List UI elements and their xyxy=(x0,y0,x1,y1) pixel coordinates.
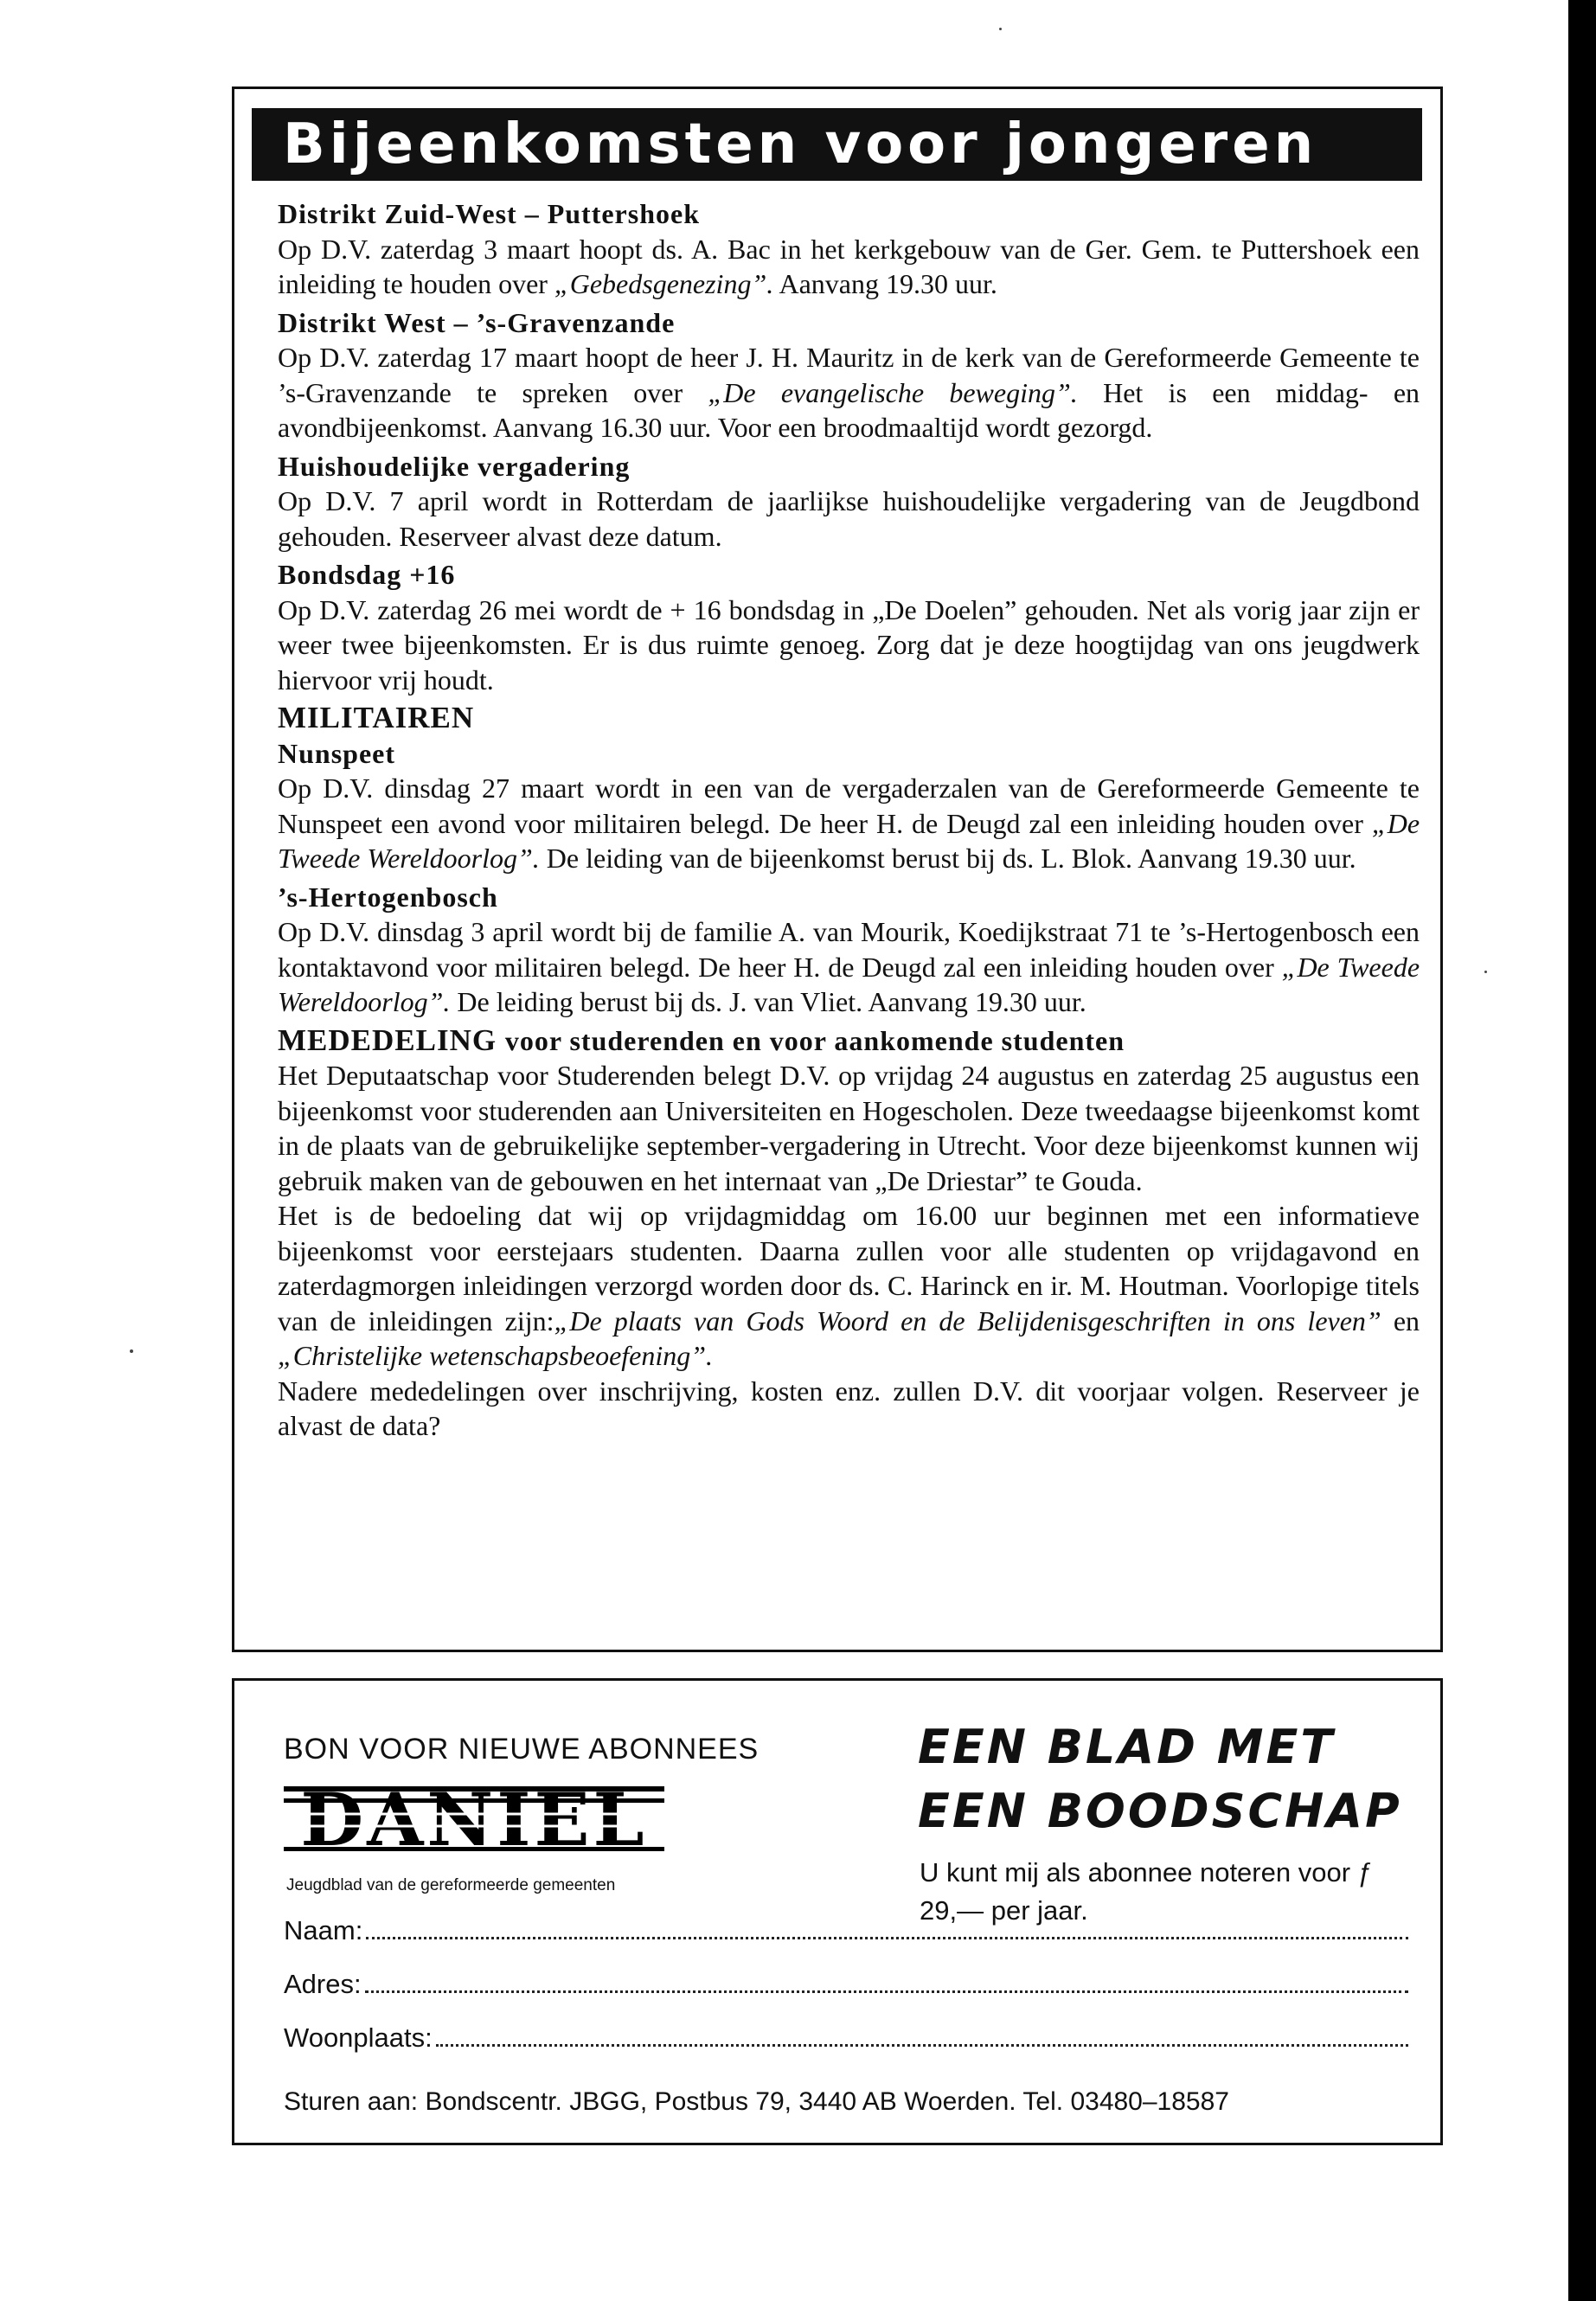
section-heading-hertogenbosch: ’s-Hertogenbosch xyxy=(278,881,498,913)
section-heading-puttershoek: Distrikt Zuid-West – Puttershoek xyxy=(278,198,700,229)
section-text-bondsdag: Op D.V. zaterdag 26 mei wordt de + 16 bondsdag in „De Doelen” gehouden. Net als vorig jaar zijn er weer twee bijeenkomsten. Er is dus ruimte genoeg. Zorg dat je deze hoogtijdag van ons jeugdwerk hiervoor vrij houdt. xyxy=(278,593,1420,695)
subscribe-text: U kunt mij als abonnee noteren voor ƒ 29,— per jaar. xyxy=(920,1857,1373,1926)
section-heading-gravenzande: Distrikt West – ’s-Gravenzande xyxy=(278,306,676,338)
section-text-hertogenbosch: Op D.V. dinsdag 3 april wordt bij de familie A. van Mourik, Koedijkstraat 71 te ’s-Hertogenbosch een kontaktavond voor militairen belegd. De heer H. de Deugd zal een inleiding houden over „De Tweede Wereldoorlog”. De leiding berust bij ds. J. van Vliet. Aanvang 19.30 uur. xyxy=(278,916,1420,1017)
city-field-line[interactable] xyxy=(436,2022,1408,2047)
section-heading-nunspeet: Nunspeet xyxy=(278,737,396,769)
section-text-mededeling-2: Het is de bedoeling dat wij op vrijdagmiddag om 16.00 uur beginnen met een informatieve bijeenkomst voor eerstejaars studenten. Daarna zullen voor alle studenten op vrijdagavond en zaterdagmorgen inleidingen verzorgd worden door ds. C. Harinck en ir. M. Houtman. Voorlopige titels van de inleidingen zijn:„De plaats van Gods Woord en de Belijdenisgeschriften in ons leven” en „Christelijke wetenschapsbeoefening”. xyxy=(278,1200,1420,1371)
address-field-label: Adres: xyxy=(284,1969,362,1999)
address-field-line[interactable] xyxy=(365,1968,1408,1993)
scan-speck xyxy=(130,1349,133,1353)
section-text-huishoudelijke: Op D.V. 7 april wordt in Rotterdam de jaarlijkse huishoudelijke vergadering van de Jeugdbond gehouden. Reserveer alvast deze datum. xyxy=(278,485,1420,552)
meetings-content xyxy=(278,193,1420,1444)
section-heading-huishoudelijke: Huishoudelijke vergadering xyxy=(278,450,631,482)
scan-speck xyxy=(999,28,1002,30)
slogan-line-1: EEN BLAD MET xyxy=(918,1720,1336,1774)
city-field-label: Woonplaats: xyxy=(284,2022,433,2053)
send-to-address: Sturen aan: Bondscentr. JBGG, Postbus 79, 3440 AB Woerden. Tel. 03480–18587 xyxy=(284,2087,1229,2116)
name-field-label: Naam: xyxy=(284,1915,363,1945)
daniel-logo xyxy=(284,1781,664,1857)
section-text-mededeling-3: Nadere mededelingen over inschrijving, kosten enz. zullen D.V. dit voorjaar volgen. Reserveer je alvast de data? xyxy=(278,1375,1420,1441)
subscription-coupon xyxy=(232,1678,1443,2145)
scan-speck xyxy=(1484,971,1487,973)
daniel-logo-text: DANIEL xyxy=(300,1781,648,1857)
scan-edge-bar xyxy=(1568,0,1596,2301)
coupon-title: BON VOOR NIEUWE ABONNEES xyxy=(284,1733,760,1766)
section-heading-mededeling: MEDEDELING voor studerenden en voor aankomende studenten xyxy=(278,1022,1125,1057)
slogan-line-2: EEN BOODSCHAP xyxy=(918,1784,1402,1838)
section-text-nunspeet: Op D.V. dinsdag 27 maart wordt in een van de vergaderzalen van de Gereformeerde Gemeente te Nunspeet een avond voor militairen belegd. De heer H. de Deugd zal een inleiding houden over „De Tweede Wereldoorlog”. De leiding van de bijeenkomst berust bij ds. L. Blok. Aanvang 19.30 uur. xyxy=(278,772,1420,874)
slogan xyxy=(918,1715,1402,1843)
section-heading-bondsdag: Bondsdag +16 xyxy=(278,559,456,590)
city-field[interactable] xyxy=(284,2022,1408,2054)
name-field-line[interactable] xyxy=(366,1914,1408,1939)
name-field[interactable] xyxy=(284,1914,1408,1946)
section-heading-militairen: MILITAIREN xyxy=(278,701,475,734)
section-text-gravenzande: Op D.V. zaterdag 17 maart hoopt de heer J. H. Mauritz in de kerk van de Gereformeerde Gemeente te ’s-Gravenzande te spreken over „De evangelische beweging”. Het is een middag- en avondbijeenkomst. Aanvang 16.30 uur. Voor een broodmaaltijd wordt gezorgd. xyxy=(278,342,1420,443)
address-field[interactable] xyxy=(284,1968,1408,2000)
meetings-banner: Bijeenkomsten voor jongeren xyxy=(252,108,1422,181)
section-text-mededeling-1: Het Deputaatschap voor Studerenden belegt D.V. op vrijdag 24 augustus en zaterdag 25 augustus een bijeenkomst voor studerenden aan Universiteiten en Hogescholen. Deze tweedaagse bijeenkomst komt in de plaats van de gebruikelijke september-vergadering in Utrecht. Voor deze bijeenkomst kunnen wij gebruik maken van de gebouwen en het internaat van „De Driestar” te Gouda. xyxy=(278,1060,1420,1196)
meetings-box xyxy=(232,87,1443,1652)
logo-subtitle: Jeugdblad van de gereformeerde gemeenten xyxy=(286,1876,616,1894)
section-text-puttershoek: Op D.V. zaterdag 3 maart hoopt ds. A. Bac in het kerkgebouw van de Ger. Gem. te Puttershoek een inleiding te houden over „Gebedsgenezing”. Aanvang 19.30 uur. xyxy=(278,233,1420,299)
